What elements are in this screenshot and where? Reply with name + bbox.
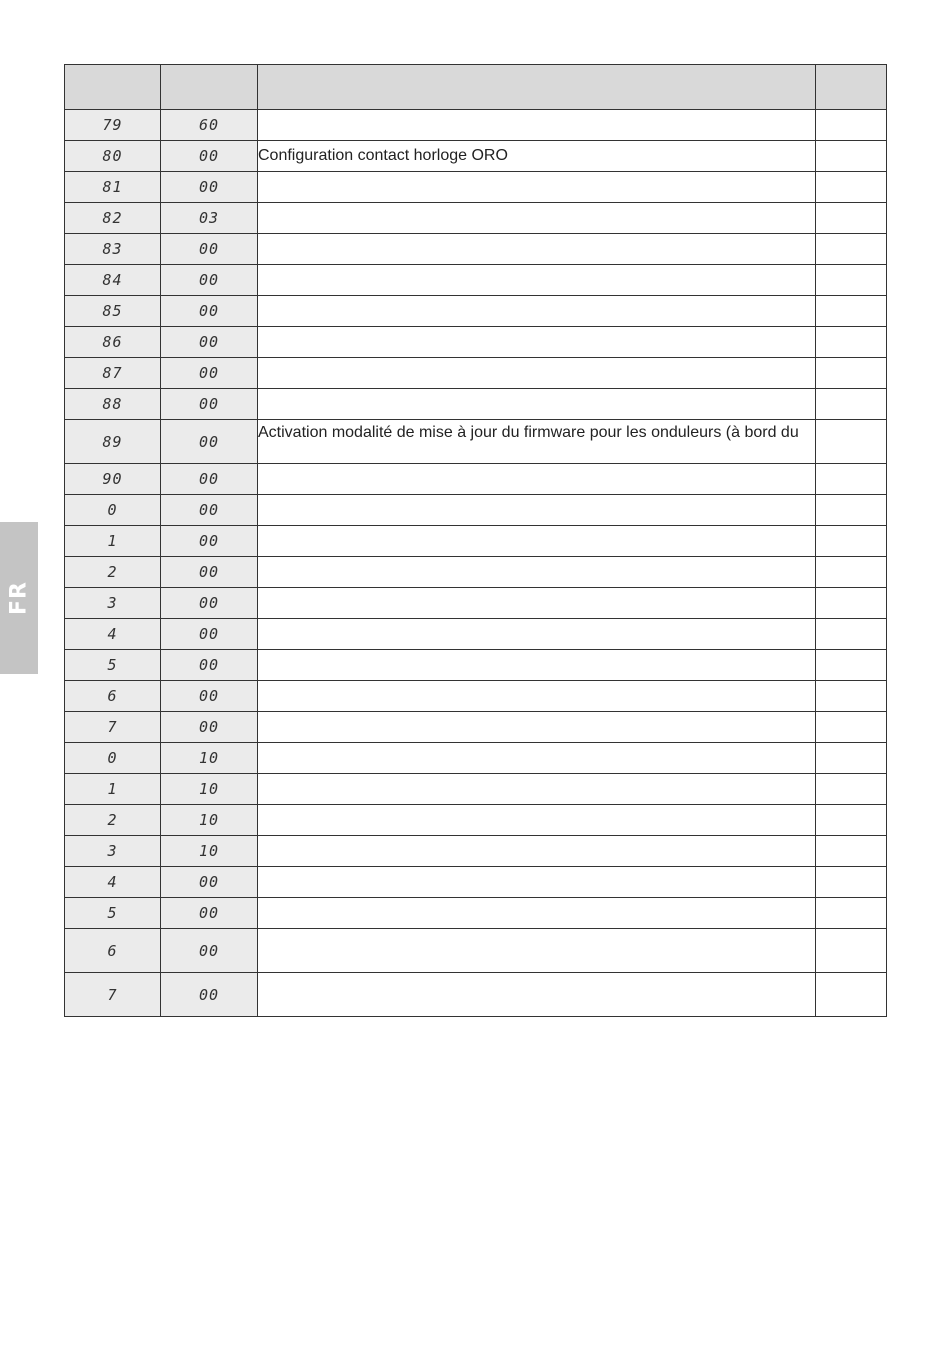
parameter-description xyxy=(258,526,816,557)
parameter-code: 1 xyxy=(65,526,161,557)
parameter-description xyxy=(258,358,816,389)
header-cell-code xyxy=(65,65,161,110)
parameter-default-value: 00 xyxy=(161,420,258,464)
parameter-code: 6 xyxy=(65,929,161,973)
parameter-description xyxy=(258,867,816,898)
parameter-default-value: 10 xyxy=(161,743,258,774)
table-row xyxy=(65,619,887,650)
table-row xyxy=(65,973,887,1017)
table-row xyxy=(65,836,887,867)
table-row xyxy=(65,867,887,898)
parameter-extra-cell xyxy=(816,141,887,172)
parameter-table xyxy=(64,64,887,1017)
parameter-description xyxy=(258,203,816,234)
parameter-extra-cell xyxy=(816,743,887,774)
table-row xyxy=(65,203,887,234)
table-row xyxy=(65,110,887,141)
parameter-code: 3 xyxy=(65,588,161,619)
table-row xyxy=(65,389,887,420)
table-row xyxy=(65,358,887,389)
parameter-description xyxy=(258,110,816,141)
parameter-code: 4 xyxy=(65,619,161,650)
table-row xyxy=(65,234,887,265)
parameter-code: 86 xyxy=(65,327,161,358)
parameter-extra-cell xyxy=(816,836,887,867)
parameter-default-value: 03 xyxy=(161,203,258,234)
parameter-extra-cell xyxy=(816,420,887,464)
parameter-description xyxy=(258,389,816,420)
parameter-default-value: 00 xyxy=(161,898,258,929)
parameter-description xyxy=(258,588,816,619)
header-cell-description xyxy=(258,65,816,110)
table-row xyxy=(65,296,887,327)
parameter-default-value: 00 xyxy=(161,650,258,681)
table-header-row xyxy=(65,65,887,110)
parameter-extra-cell xyxy=(816,526,887,557)
parameter-default-value: 00 xyxy=(161,327,258,358)
parameter-extra-cell xyxy=(816,172,887,203)
parameter-extra-cell xyxy=(816,929,887,973)
parameter-description xyxy=(258,464,816,495)
table-row xyxy=(65,420,887,464)
parameter-default-value: 00 xyxy=(161,141,258,172)
parameter-extra-cell xyxy=(816,358,887,389)
table-row xyxy=(65,588,887,619)
parameter-extra-cell xyxy=(816,389,887,420)
parameter-default-value: 00 xyxy=(161,973,258,1017)
language-tab xyxy=(0,522,38,674)
parameter-default-value: 00 xyxy=(161,389,258,420)
parameter-default-value: 00 xyxy=(161,464,258,495)
parameter-extra-cell xyxy=(816,296,887,327)
parameter-extra-cell xyxy=(816,234,887,265)
parameter-description xyxy=(258,712,816,743)
parameter-code: 0 xyxy=(65,495,161,526)
parameter-extra-cell xyxy=(816,973,887,1017)
parameter-extra-cell xyxy=(816,898,887,929)
parameter-extra-cell xyxy=(816,265,887,296)
parameter-description xyxy=(258,929,816,973)
table-row xyxy=(65,172,887,203)
table-row xyxy=(65,141,887,172)
parameter-description xyxy=(258,172,816,203)
parameter-description xyxy=(258,836,816,867)
parameter-default-value: 00 xyxy=(161,526,258,557)
parameter-code: 5 xyxy=(65,898,161,929)
parameter-code: 4 xyxy=(65,867,161,898)
parameter-default-value: 00 xyxy=(161,265,258,296)
header-cell-extra xyxy=(816,65,887,110)
parameter-code: 90 xyxy=(65,464,161,495)
parameter-code: 2 xyxy=(65,557,161,588)
parameter-code: 0 xyxy=(65,743,161,774)
table-row xyxy=(65,526,887,557)
parameter-description: Configuration contact horloge ORO xyxy=(258,141,816,172)
header-cell-value xyxy=(161,65,258,110)
parameter-description xyxy=(258,296,816,327)
table-row xyxy=(65,681,887,712)
parameter-default-value: 00 xyxy=(161,929,258,973)
parameter-code: 89 xyxy=(65,420,161,464)
parameter-default-value: 00 xyxy=(161,681,258,712)
parameter-code: 79 xyxy=(65,110,161,141)
parameter-code: 88 xyxy=(65,389,161,420)
parameter-default-value: 00 xyxy=(161,619,258,650)
parameter-description: Activation modalité de mise à jour du firmware pour les onduleurs (à bord du xyxy=(258,420,816,464)
parameter-extra-cell xyxy=(816,867,887,898)
parameter-default-value: 00 xyxy=(161,234,258,265)
parameter-code: 85 xyxy=(65,296,161,327)
parameter-code: 81 xyxy=(65,172,161,203)
table-row xyxy=(65,774,887,805)
parameter-description xyxy=(258,557,816,588)
parameter-description xyxy=(258,327,816,358)
parameter-default-value: 00 xyxy=(161,172,258,203)
parameter-extra-cell xyxy=(816,110,887,141)
parameter-code: 5 xyxy=(65,650,161,681)
table-row xyxy=(65,712,887,743)
parameter-description xyxy=(258,681,816,712)
parameter-default-value: 10 xyxy=(161,774,258,805)
parameter-code: 6 xyxy=(65,681,161,712)
parameter-description xyxy=(258,650,816,681)
parameter-extra-cell xyxy=(816,588,887,619)
parameter-extra-cell xyxy=(816,681,887,712)
table-body xyxy=(65,110,887,1017)
parameter-description xyxy=(258,805,816,836)
parameter-extra-cell xyxy=(816,712,887,743)
parameter-code: 2 xyxy=(65,805,161,836)
table-row xyxy=(65,898,887,929)
parameter-description xyxy=(258,619,816,650)
table-row xyxy=(65,327,887,358)
parameter-default-value: 00 xyxy=(161,588,258,619)
parameter-extra-cell xyxy=(816,464,887,495)
parameter-default-value: 10 xyxy=(161,805,258,836)
parameter-default-value: 00 xyxy=(161,358,258,389)
parameter-default-value: 00 xyxy=(161,557,258,588)
table-row xyxy=(65,557,887,588)
parameter-code: 7 xyxy=(65,712,161,743)
table-row xyxy=(65,265,887,296)
parameter-code: 87 xyxy=(65,358,161,389)
table-row xyxy=(65,464,887,495)
parameter-extra-cell xyxy=(816,557,887,588)
parameter-code: 83 xyxy=(65,234,161,265)
table-row xyxy=(65,929,887,973)
parameter-description xyxy=(258,774,816,805)
parameter-description xyxy=(258,234,816,265)
parameter-default-value: 10 xyxy=(161,836,258,867)
table-row xyxy=(65,805,887,836)
language-tab-label: FR xyxy=(6,581,32,615)
parameter-extra-cell xyxy=(816,774,887,805)
parameter-extra-cell xyxy=(816,650,887,681)
parameter-extra-cell xyxy=(816,203,887,234)
parameter-code: 1 xyxy=(65,774,161,805)
parameter-code: 82 xyxy=(65,203,161,234)
parameter-code: 3 xyxy=(65,836,161,867)
parameter-extra-cell xyxy=(816,805,887,836)
parameter-code: 84 xyxy=(65,265,161,296)
parameter-default-value: 00 xyxy=(161,495,258,526)
parameter-description xyxy=(258,898,816,929)
parameter-extra-cell xyxy=(816,495,887,526)
parameter-description xyxy=(258,265,816,296)
parameter-code: 80 xyxy=(65,141,161,172)
parameter-default-value: 60 xyxy=(161,110,258,141)
table-row xyxy=(65,743,887,774)
parameter-default-value: 00 xyxy=(161,296,258,327)
parameter-extra-cell xyxy=(816,619,887,650)
parameter-code: 7 xyxy=(65,973,161,1017)
parameter-default-value: 00 xyxy=(161,867,258,898)
parameter-default-value: 00 xyxy=(161,712,258,743)
table-row xyxy=(65,495,887,526)
table-row xyxy=(65,650,887,681)
parameter-description xyxy=(258,973,816,1017)
parameter-extra-cell xyxy=(816,327,887,358)
parameter-description xyxy=(258,495,816,526)
parameter-description xyxy=(258,743,816,774)
